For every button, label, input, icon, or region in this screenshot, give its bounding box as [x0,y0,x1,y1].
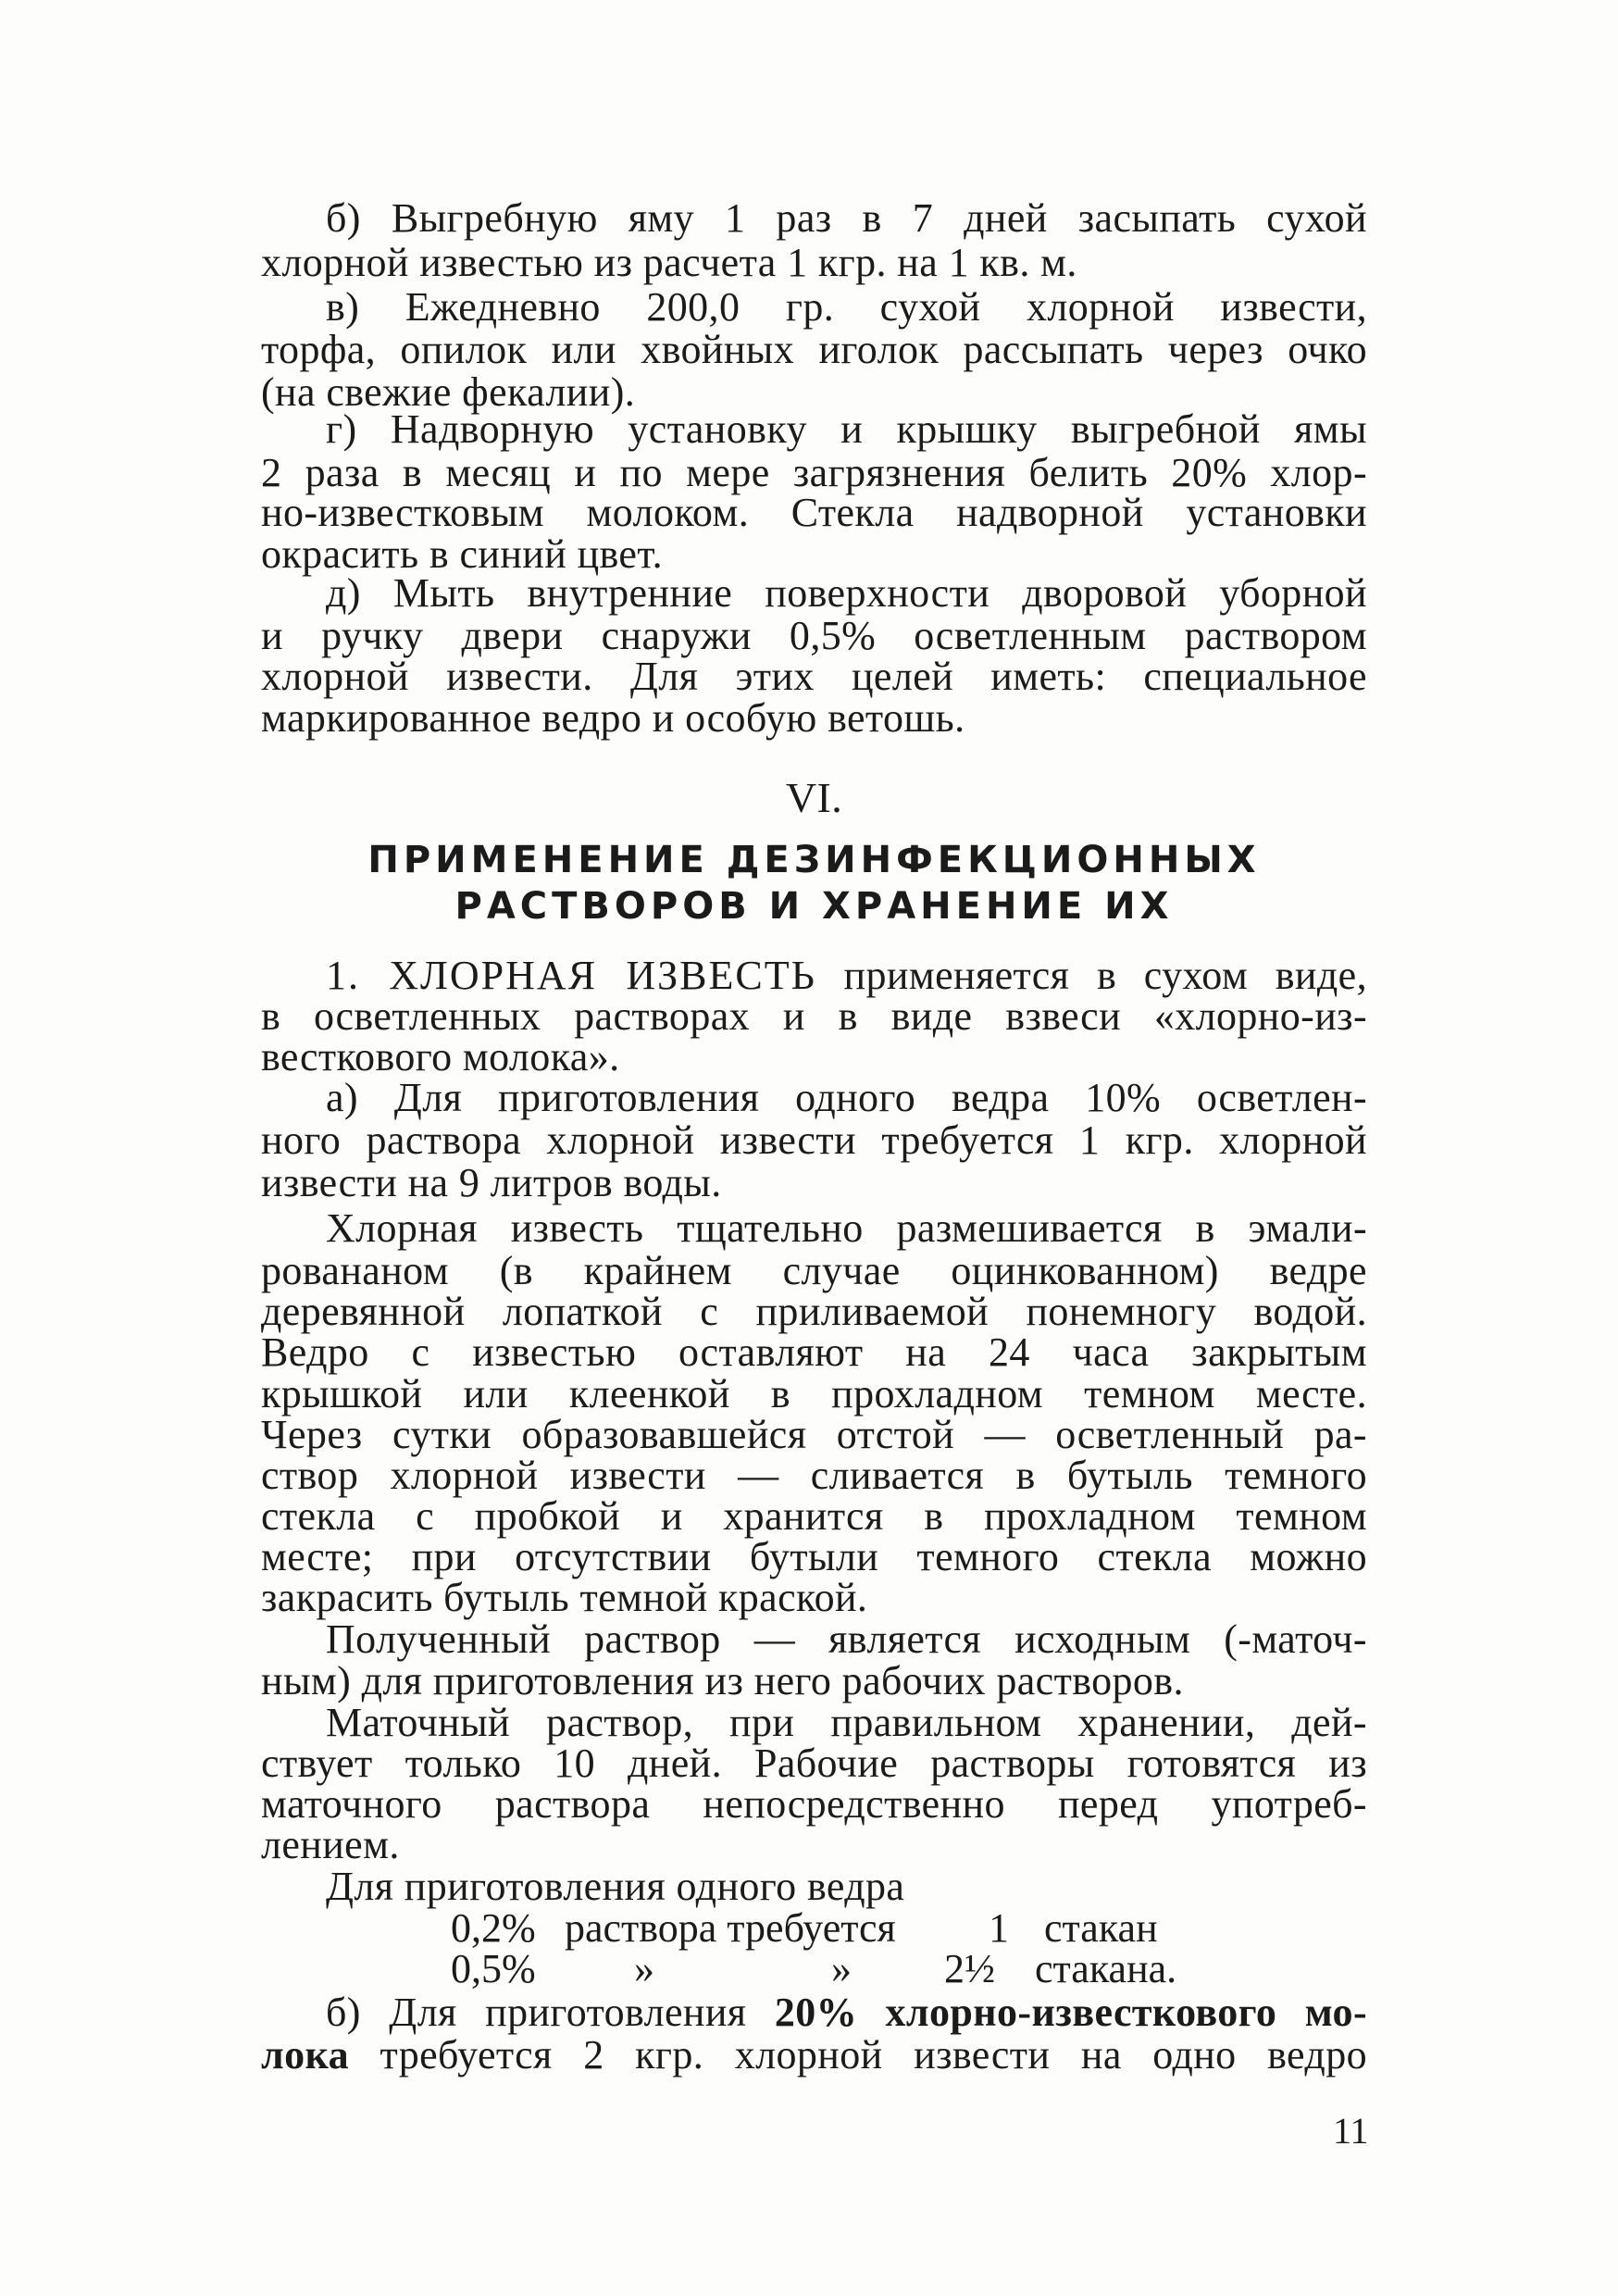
prep-line-7: створ хлорной извести — сливается в бутыль темного [261,1453,1367,1498]
paragraph-v-line-3: (на свежие фекалии). [261,369,636,415]
stock-line-2: ствует только 10 дней. Рабочие растворы готовятся из [261,1741,1367,1786]
section-title-line-2: РАСТВОРОВ И ХРАНЕНИЕ ИХ [454,885,1174,928]
row-2-unit: стакана. [1035,1946,1177,1991]
item-1b-line-2-rest: требуется 2 кгр. хлорной извести на одно ведро [380,2032,1367,2078]
prep-line-10: закрасить бутыль темной краской. [261,1575,868,1620]
item-1b-line-2-bold: лока [261,2032,349,2078]
paragraph-b-line-2: хлорной известью из расчета 1 кгр. на 1 кв. м. [261,240,1077,285]
row-2-ditto-1: » [634,1946,654,1991]
paragraph-g-line-1: г) Надворную установку и крышку выгребной ямы [326,406,1367,452]
item-1b-line-1 [261,1990,1367,2035]
row-2-ditto-2: » [831,1946,852,1991]
table-intro: Для приготовления одного ведра [326,1864,905,1909]
section-number: VI. [785,774,843,821]
item-1a-line-1: а) Для приготовления одного ведра 10% осветлен- [326,1075,1367,1120]
item-1b-line-2 [261,2033,1367,2078]
item-1-line-1 [261,954,1367,998]
stock-line-3: маточного раствора непосредственно перед употреб- [261,1781,1367,1827]
page-number: 11 [1333,2110,1369,2152]
paragraph-d-line-2: и ручку двери снаружи 0,5% осветленным раствором [261,613,1367,658]
prep-line-3: деревянной лопаткой с приливаемой понемногу водой. [261,1289,1367,1334]
section-title-line-1: ПРИМЕНЕНИЕ ДЕЗИНФЕКЦИОННЫХ [367,839,1261,881]
item-1a-line-2: ного раствора хлорной извести требуется 1 кгр. хлорной [261,1117,1367,1163]
row-2-amount: 2½ [944,1946,995,1991]
prep-line-8: стекла с пробкой и хранится в прохладном темном [261,1493,1367,1539]
item-1b-line-1-start: б) Для приготовления [326,1990,747,2035]
paragraph-d-line-3: хлорной извести. Для этих целей иметь: специальное [261,654,1367,699]
item-1-line-1-rest: применяется в сухом виде, [843,953,1367,998]
prep-line-4: Ведро с известью оставляют на 24 часа закрытым [261,1329,1367,1375]
item-1-line-3: весткового молока». [261,1034,620,1079]
paragraph-d-line-1: д) Мыть внутренние поверхности дворовой уборной [326,570,1367,616]
row-1-label: раствора требуется [565,1905,896,1951]
prep-line-6: Через сутки образовавшейся отстой — осветленный ра- [261,1412,1367,1457]
paragraph-g-line-4: окрасить в синий цвет. [261,531,664,577]
paragraph-v-line-1: в) Ежедневно 200,0 гр. сухой хлорной извести, [326,284,1367,330]
prep-line-5: крышкой или клеенкой в прохладном темном месте. [261,1371,1367,1416]
item-1b-line-1-bold: 20% хлорно-известкового мо- [774,1990,1367,2035]
paragraph-v-line-2: торфа, опилок или хвойных иголок рассыпать через очко [261,327,1367,372]
paragraph-g-line-2: 2 раза в месяц и по мере загрязнения белить 20% хлор- [261,450,1367,495]
item-1-line-2: в осветленных растворах и в виде взвеси «хлорно-из- [261,993,1367,1039]
row-1-concentration: 0,2% [451,1905,536,1951]
result-line-2: ным) для приготовления из него рабочих растворов. [261,1658,1184,1703]
paragraph-d-line-4: маркированное ведро и особую ветошь. [261,695,965,741]
row-2-concentration: 0,5% [451,1946,536,1991]
result-line-1: Полученный раствор — является исходным (-маточ- [326,1616,1367,1662]
row-1-amount: 1 [989,1905,1009,1951]
stock-line-4: лением. [261,1822,400,1867]
item-1a-line-3: извести на 9 литров воды. [261,1160,722,1205]
prep-line-2: ровананом (в крайнем случае оцинкованном) ведре [261,1248,1367,1293]
paragraph-b-line-1: б) Выгребную яму 1 раз в 7 дней засыпать сухой [326,195,1367,241]
stock-line-1: Маточный раствор, при правильном хранении, дей- [326,1700,1367,1745]
item-1-lead: 1. ХЛОРНАЯ ИЗВЕСТЬ [326,953,816,998]
paragraph-g-line-3: но-известковым молоком. Стекла надворной установки [261,490,1367,535]
row-1-unit: стакан [1044,1905,1158,1951]
prep-line-1: Хлорная известь тщательно размешивается в эмали- [326,1205,1367,1251]
prep-line-9: месте; при отсутствии бутыли темного стекла можно [261,1534,1367,1579]
